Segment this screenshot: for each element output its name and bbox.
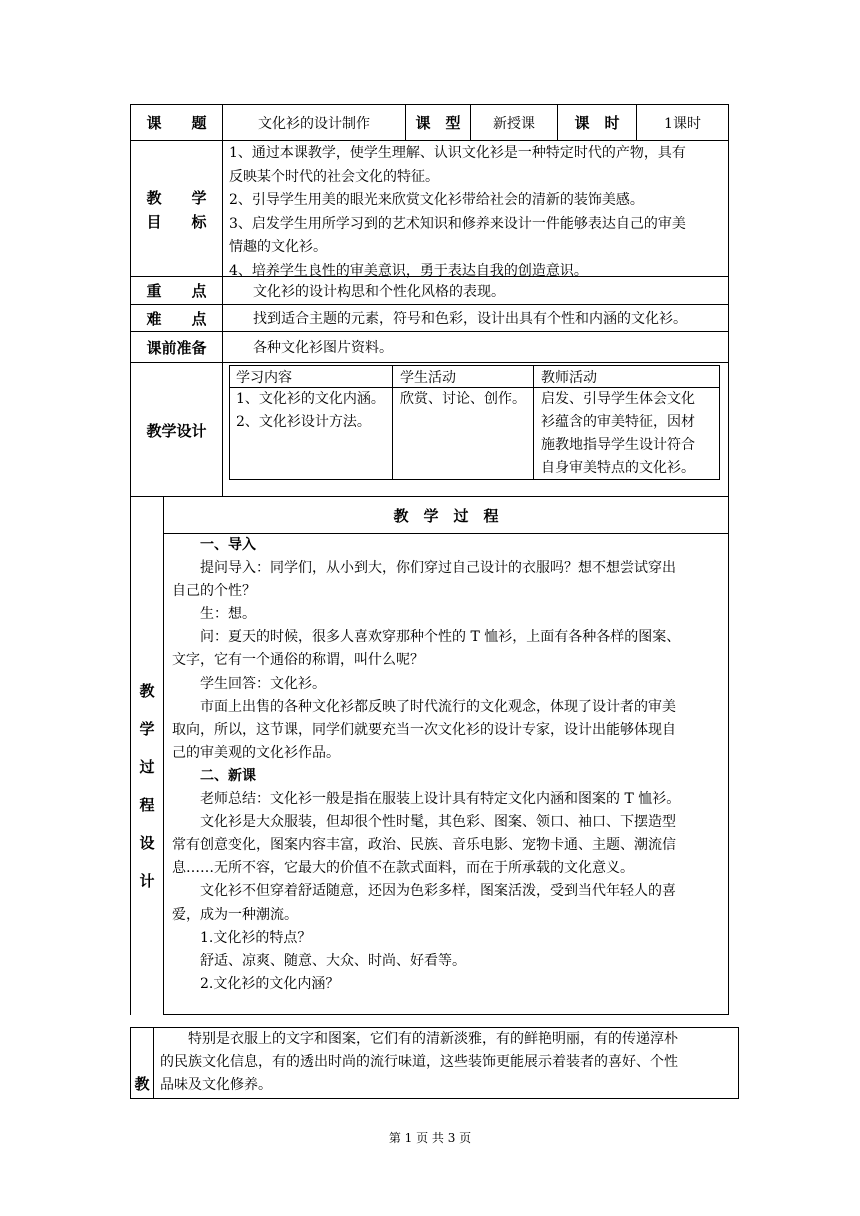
design-student-cell	[400, 388, 532, 411]
process-side-char: 教	[139, 682, 155, 700]
design-teacher-line: 衫蕴含的审美特征，因材	[541, 414, 695, 430]
process-line: 问：夏天的时候，很多人喜欢穿那种个性的 T 恤衫，上面有各种各样的图案、	[200, 629, 681, 646]
process-line: 文字，它有一个通俗的称谓，叫什么呢？	[172, 652, 424, 669]
design-teacher-cell	[541, 388, 719, 480]
process-title: 教 学 过 程	[393, 507, 499, 525]
process-inner-left-border	[163, 497, 164, 1015]
design-student-line: 欣赏、讨论、创作。	[400, 391, 526, 407]
design-label: 教学设计	[146, 421, 207, 440]
design-content-line: 1、文化衫的文化内涵。	[236, 391, 385, 407]
process-line: 舒适、凉爽、随意、大众、时尚、好看等。	[200, 952, 466, 969]
process-line: 老师总结：文化衫一般是指在服装上设计具有特定文化内涵和图案的 T 恤衫。	[200, 791, 681, 808]
design-content-cell	[236, 388, 391, 434]
process-line: 己的审美观的文化衫作品。	[172, 744, 340, 761]
process-line: 2.文化衫的文化内涵？	[200, 975, 340, 992]
col-divider	[222, 104, 223, 497]
preparation-value: 各种文化衫图片资料。	[253, 340, 393, 356]
objective-line: 4、培养学生良性的审美意识，勇于表达自我的创造意识。	[229, 262, 588, 279]
objectives-label-line2: 目 标	[146, 213, 207, 231]
process-line: 文化衫是大众服装，但却很个性时髦，其色彩、图案、领口、袖口、下摆造型	[200, 814, 676, 831]
process-side-label	[131, 672, 163, 900]
process-side-char: 学	[139, 720, 155, 738]
objective-line: 1、通过本课教学，使学生理解、认识文化衫是一种特定时代的产物，具有	[229, 145, 686, 161]
difficulty-value: 找到适合主题的元素，符号和色彩，设计出具有个性和内涵的文化衫。	[253, 311, 687, 327]
continuation-line: 特别是衣服上的文字和图案，它们有的清新淡雅，有的鲜艳明丽，有的传递淳朴	[188, 1031, 678, 1047]
objectives-label-line1: 教 学	[146, 189, 207, 207]
key-point-value: 文化衫的设计构思和个性化风格的表现。	[253, 283, 505, 300]
design-content-line: 2、文化衫设计方法。	[236, 414, 371, 430]
design-header-student: 学生活动	[400, 369, 456, 386]
type-label: 课 型	[415, 114, 461, 132]
objective-line: 反映某个时代的社会文化的特征。	[229, 168, 439, 185]
hours-label: 课 时	[574, 114, 620, 132]
process-side-char: 设	[139, 834, 155, 852]
process-side-char: 计	[139, 872, 155, 890]
process-line: 提问导入：同学们，从小到大，你们穿过自己设计的衣服吗？想不想尝试穿出	[200, 560, 676, 577]
design-header-content: 学习内容	[236, 369, 292, 386]
section-heading-new-lesson: 二、新课	[200, 767, 256, 784]
process-line: 常有创意变化，图案内容丰富，政治、民族、音乐电影、宠物卡通、主题、潮流信	[172, 837, 676, 854]
difficulty-label: 难 点	[146, 309, 207, 328]
design-teacher-line: 自身审美特点的文化衫。	[541, 460, 695, 476]
design-col-divider	[392, 365, 393, 480]
process-line: 爱，成为一种潮流。	[172, 906, 298, 923]
objective-line: 2、引导学生用美的眼光来欣赏文化衫带给社会的清新的装饰美感。	[229, 192, 644, 208]
process-side-char: 程	[139, 796, 155, 814]
objective-line: 情趣的文化衫。	[229, 239, 327, 255]
process-line: 市面上出售的各种文化衫都反映了时代流行的文化观念，体现了设计者的审美	[200, 698, 676, 715]
objective-line: 3、启发学生用所学习到的艺术知识和修养来设计一件能够表达自己的审美	[229, 215, 686, 232]
hours-value: 1课时	[664, 115, 701, 132]
process-side-char: 过	[139, 758, 155, 776]
process-line: 学生回答：文化衫。	[200, 675, 326, 692]
page-footer: 第 1 页 共 3 页	[388, 1131, 472, 1145]
continuation-col-divider	[153, 1027, 154, 1099]
process-line: 文化衫不但穿着舒适随意，还因为色彩多样，图案活泼，受到当代年轻人的喜	[200, 883, 676, 900]
process-body	[172, 534, 724, 996]
topic-label: 课 题	[146, 114, 207, 132]
preparation-label: 课前准备	[146, 338, 207, 357]
design-teacher-line: 启发、引导学生体会文化	[541, 391, 695, 407]
process-line: 取向，所以，这节课，同学们就要充当一次文化衫的设计专家，设计出能够体现自	[172, 721, 676, 738]
objectives-text	[229, 142, 727, 283]
topic-value: 文化衫的设计制作	[258, 115, 370, 132]
process-bottom-border	[163, 1014, 729, 1015]
design-col-divider	[533, 365, 534, 480]
section-heading-intro: 一、导入	[200, 537, 256, 553]
continuation-body	[160, 1028, 737, 1097]
key-point-label: 重 点	[146, 282, 207, 300]
process-line: 生：想。	[200, 606, 256, 623]
continuation-line: 的民族文化信息，有的透出时尚的流行味道，这些装饰更能展示着装者的喜好、个性	[160, 1054, 678, 1070]
design-teacher-line: 施教地指导学生设计符合	[541, 437, 695, 453]
row-divider	[130, 140, 729, 141]
process-right-border	[728, 497, 729, 1015]
process-line: 1.文化衫的特点？	[200, 929, 312, 946]
continuation-side-label: 教	[134, 1075, 150, 1093]
objectives-label	[131, 186, 222, 234]
design-header-teacher: 教师活动	[541, 369, 597, 386]
type-value: 新授课	[493, 115, 535, 132]
continuation-line: 品味及文化修养。	[160, 1077, 272, 1093]
process-line: 自己的个性？	[172, 583, 256, 600]
process-line: 息……无所不容，它最大的价值不在款式面料，而在于所承载的文化意义。	[172, 860, 634, 877]
